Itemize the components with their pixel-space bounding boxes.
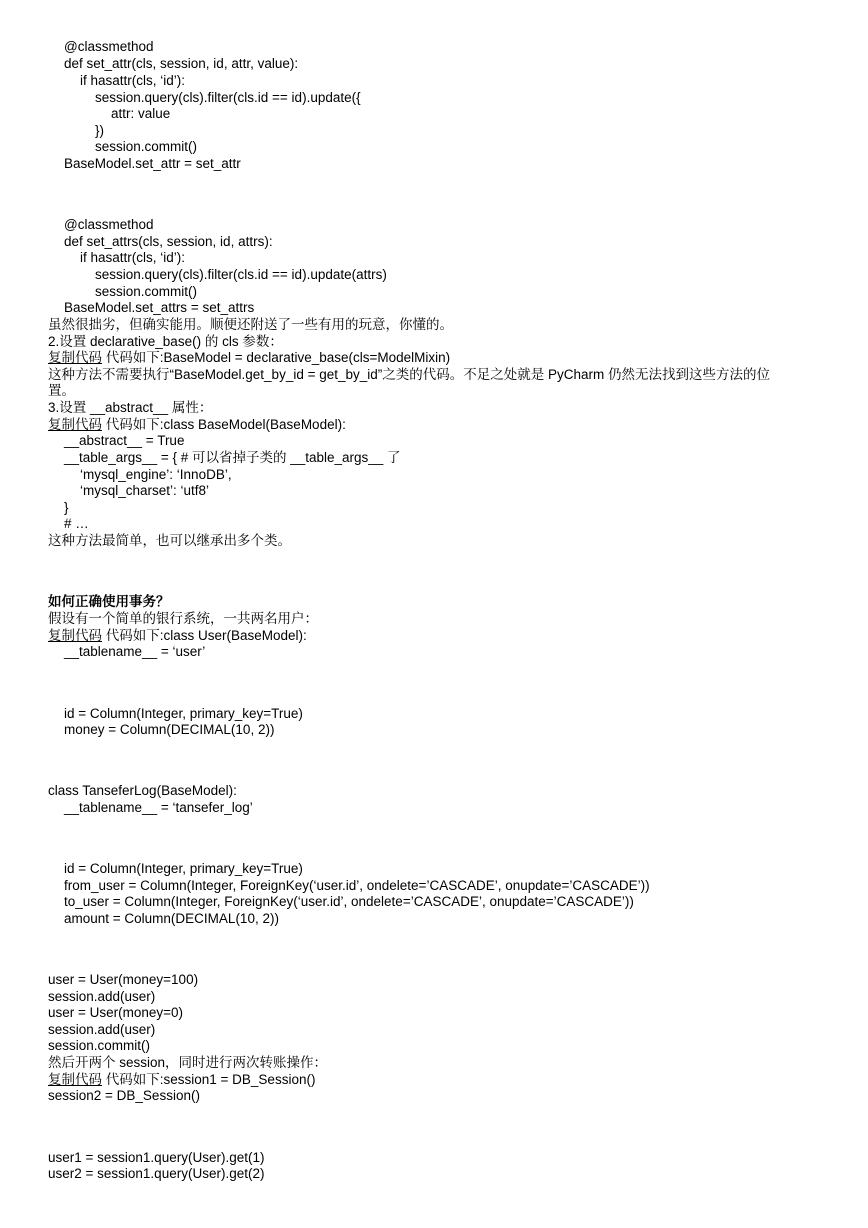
code-line: __tablename__ = ‘tansefer_log’	[64, 800, 253, 815]
copy-code-link[interactable]: 复制代码	[48, 417, 102, 432]
copy-code-link[interactable]: 复制代码	[48, 350, 102, 365]
code-line: money = Column(DECIMAL(10, 2))	[64, 722, 275, 737]
step2-title: 2.设置 declarative_base() 的 cls 参数：	[48, 334, 283, 349]
code-line: if hasattr(cls, ‘id’):	[80, 250, 186, 265]
paragraph: 然后开两个 session，同时进行两次转账操作：	[48, 1055, 328, 1070]
code-line: @classmethod	[64, 217, 154, 232]
code-line: session.add(user)	[48, 1022, 156, 1037]
step3-title: 3.设置 __abstract__ 属性：	[48, 400, 213, 415]
code-line: to_user = Column(Integer, ForeignKey(‘user.id’, ondelete=’CASCADE’, onupdate=’CASCADE’))	[64, 894, 634, 909]
code-line: def set_attrs(cls, session, id, attrs):	[64, 234, 273, 249]
code-line: session.commit()	[48, 1038, 151, 1053]
code-line: user = User(money=100)	[48, 972, 199, 987]
code-line: ‘mysql_engine’: ‘InnoDB’,	[80, 467, 232, 482]
code-line: user1 = session1.query(User).get(1)	[48, 1150, 265, 1165]
code-line	[48, 628, 307, 644]
code-line: id = Column(Integer, primary_key=True)	[64, 706, 303, 721]
code-line: session2 = DB_Session()	[48, 1088, 200, 1103]
code-text: 代码如下:session1 = DB_Session()	[102, 1072, 316, 1087]
code-line: session.commit()	[95, 139, 198, 154]
code-line: if hasattr(cls, ‘id’):	[80, 73, 186, 88]
code-line	[48, 417, 346, 433]
code-line: __tablename__ = ‘user’	[64, 644, 206, 659]
code-line: id = Column(Integer, primary_key=True)	[64, 861, 303, 876]
paragraph: 这种方法不需要执行“BaseModel.get_by_id = get_by_id”之类的代码。不足之处就是 PyCharm 仍然无法找到这些方法的位	[48, 367, 771, 382]
paragraph: 虽然很拙劣，但确实能用。顺便还附送了一些有用的玩意，你懂的。	[48, 317, 453, 332]
copy-code-link[interactable]: 复制代码	[48, 628, 102, 643]
code-line: __abstract__ = True	[64, 433, 185, 448]
code-line: }	[64, 500, 69, 515]
code-text: 代码如下:class BaseModel(BaseModel):	[102, 417, 346, 432]
code-line: session.query(cls).filter(cls.id == id).update(attrs)	[95, 267, 387, 282]
code-line	[48, 350, 450, 366]
code-line: ‘mysql_charset’: ‘utf8’	[80, 483, 210, 498]
paragraph: 这种方法最简单，也可以继承出多个类。	[48, 533, 291, 548]
code-line: BaseModel.set_attr = set_attr	[64, 156, 241, 171]
code-line: amount = Column(DECIMAL(10, 2))	[64, 911, 279, 926]
code-line: # …	[64, 516, 89, 531]
code-line: })	[95, 123, 105, 138]
code-line: @classmethod	[64, 39, 154, 54]
code-line: __table_args__ = { # 可以省掉子类的 __table_args__ 了	[64, 450, 401, 465]
code-line: BaseModel.set_attrs = set_attrs	[64, 300, 255, 315]
code-line: session.commit()	[95, 284, 198, 299]
code-text: 代码如下:class User(BaseModel):	[102, 628, 307, 643]
copy-code-link[interactable]: 复制代码	[48, 1072, 102, 1087]
code-line: attr: value	[111, 106, 171, 121]
code-text: 代码如下:BaseModel = declarative_base(cls=ModelMixin)	[102, 350, 451, 365]
code-line: from_user = Column(Integer, ForeignKey(‘user.id’, ondelete=’CASCADE’, onupdate=’CASCADE’))	[64, 878, 650, 893]
code-line: user = User(money=0)	[48, 1005, 184, 1020]
code-line: def set_attr(cls, session, id, attr, value):	[64, 56, 299, 71]
code-line: class TanseferLog(BaseModel):	[48, 783, 237, 798]
code-line: user2 = session1.query(User).get(2)	[48, 1166, 265, 1181]
code-line: session.query(cls).filter(cls.id == id).update({	[95, 90, 361, 105]
paragraph: 置。	[48, 383, 75, 398]
code-line: session.add(user)	[48, 989, 156, 1004]
code-line	[48, 1072, 315, 1088]
section-heading: 如何正确使用事务？	[48, 594, 170, 609]
paragraph: 假设有一个简单的银行系统，一共两名用户：	[48, 611, 318, 626]
